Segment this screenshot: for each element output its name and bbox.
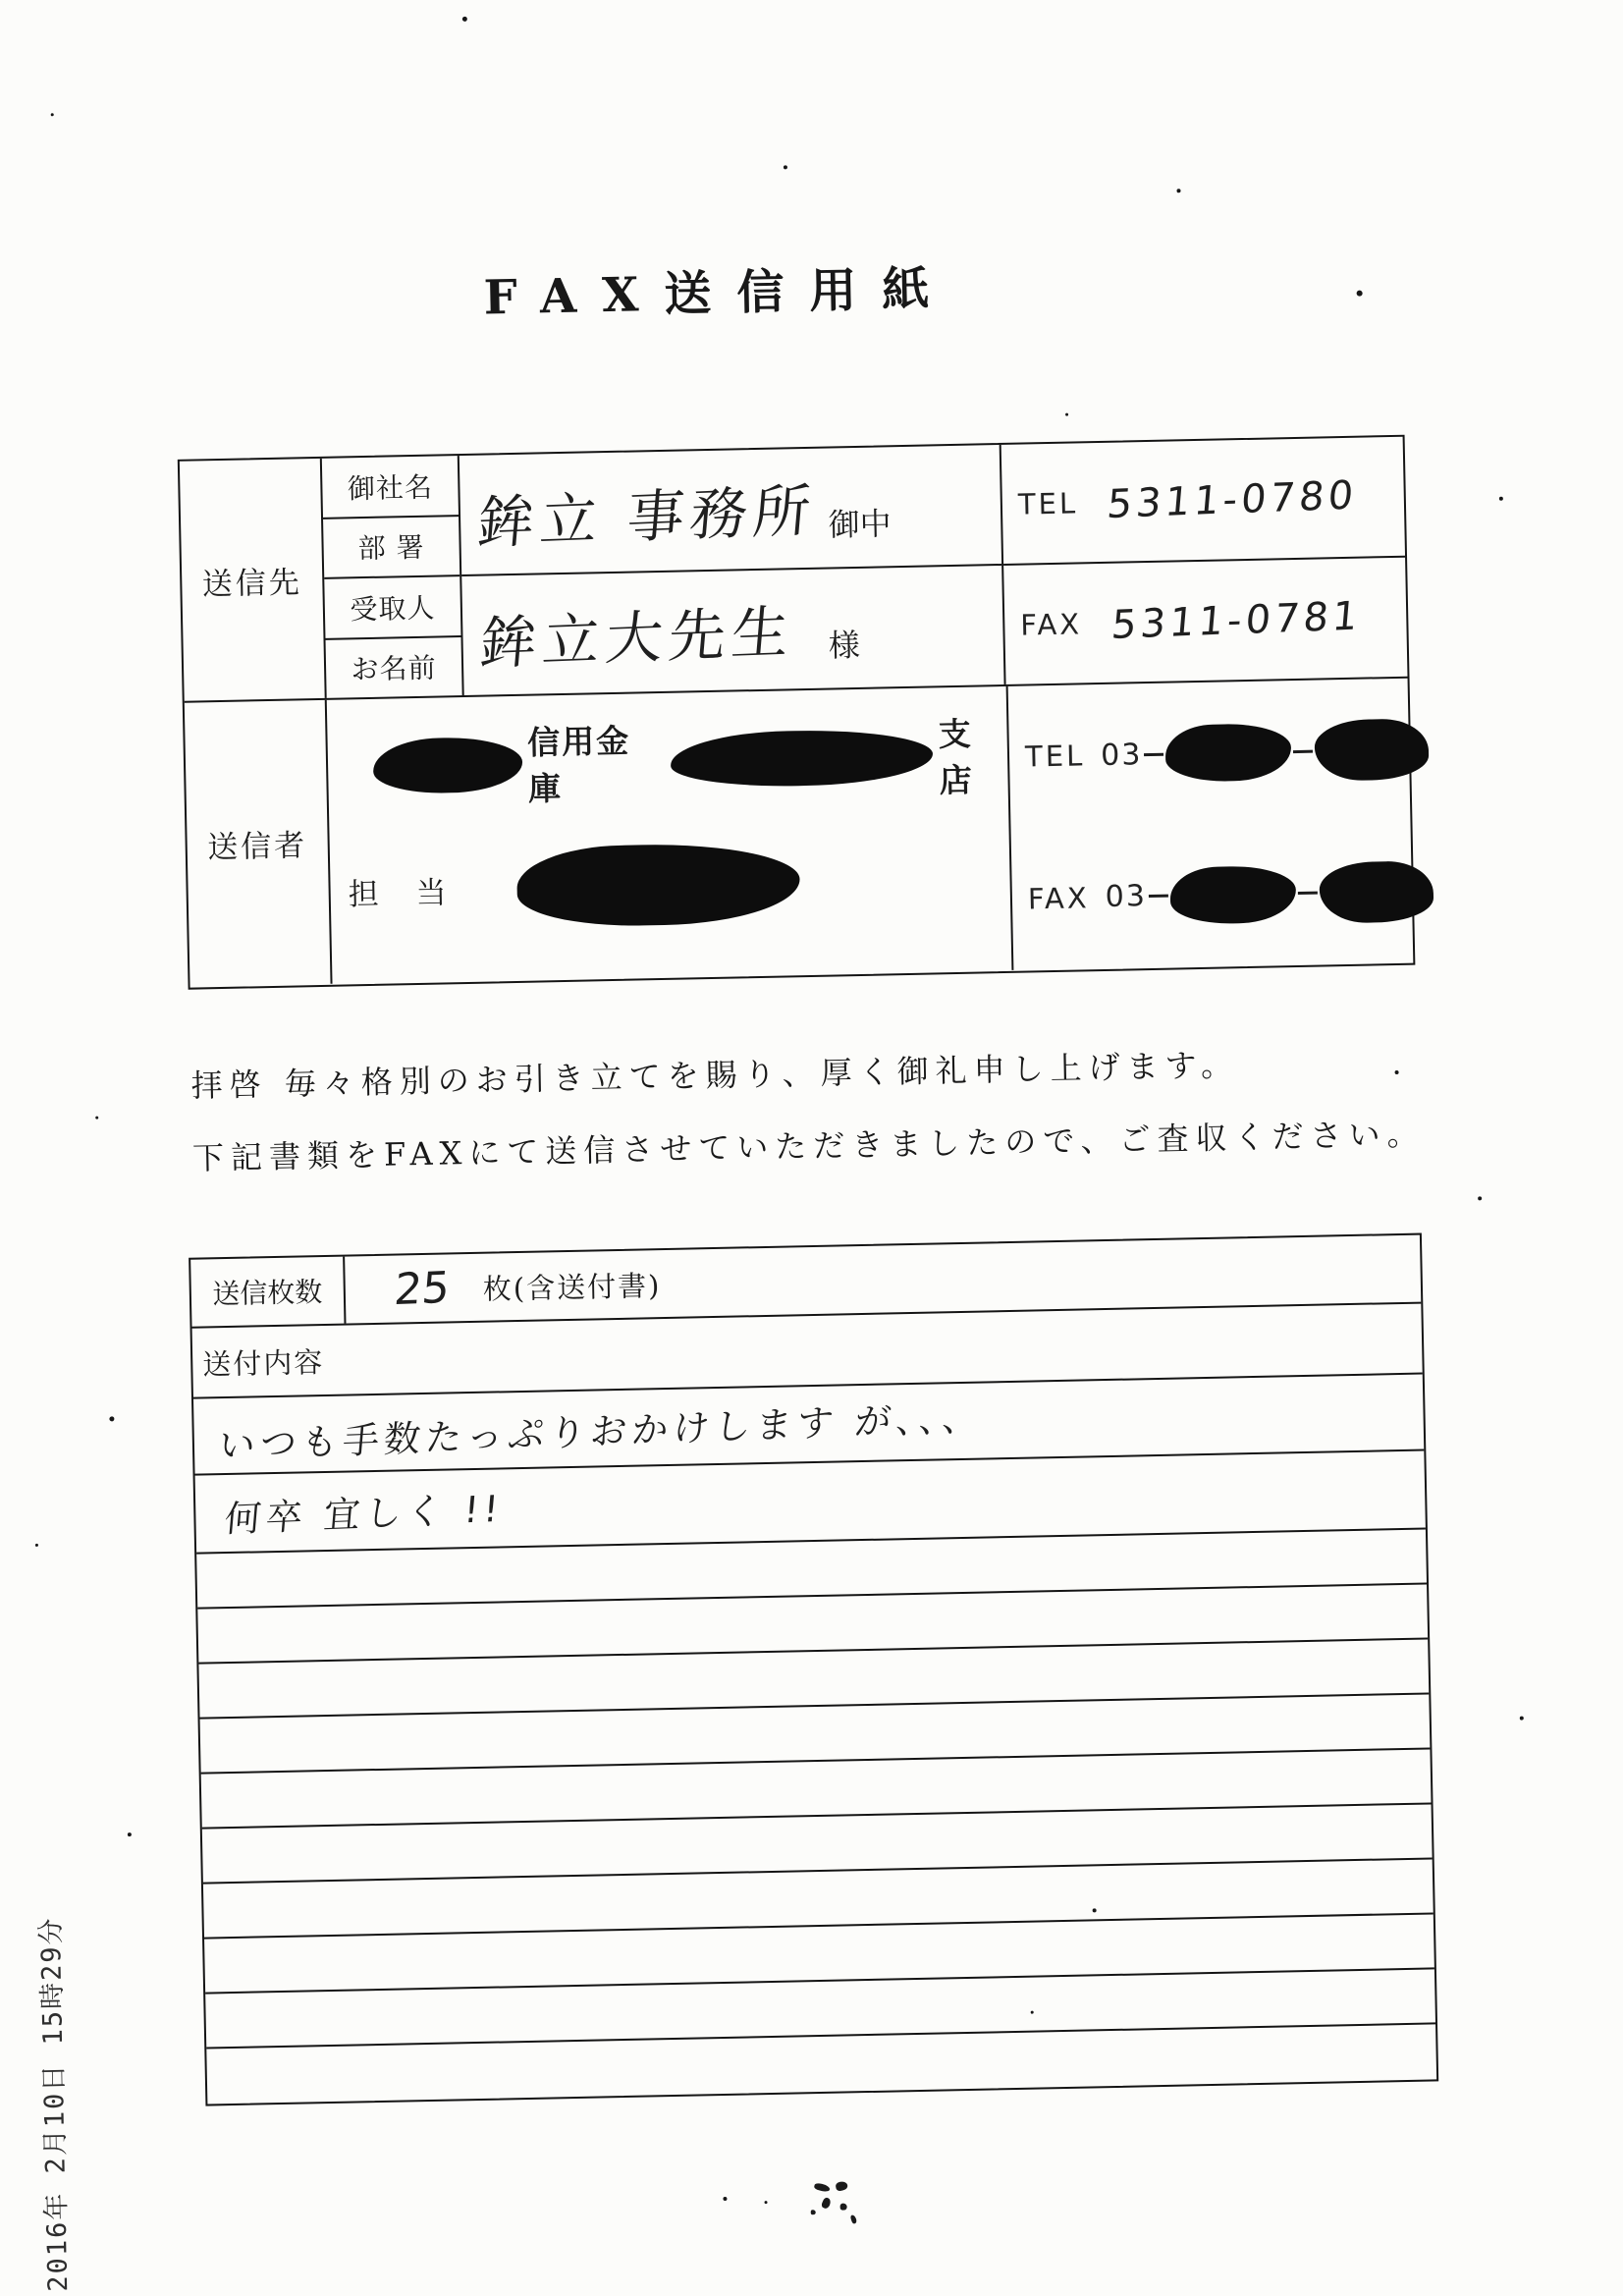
noise-dot [1065, 413, 1068, 416]
sender-branch-text: 支店 [938, 714, 975, 800]
sender-contact-line [348, 836, 1011, 934]
dash [1149, 895, 1168, 898]
noise-dot [784, 165, 787, 169]
noise-dot [95, 1117, 98, 1120]
recipient-section [180, 437, 1408, 703]
redaction-bar [671, 728, 934, 788]
recipient-phone-cells [1001, 437, 1408, 684]
noise-dot [462, 17, 467, 22]
sender-phone-cells [1008, 678, 1428, 969]
receiver-label: 受取人 [324, 576, 460, 639]
redaction-bar [373, 737, 523, 794]
company-name-label: 御社名 [322, 456, 459, 519]
noise-smudge [850, 2214, 858, 2224]
noise-dot [1478, 1196, 1482, 1200]
sender-section [185, 679, 1414, 987]
noise-dot [723, 2197, 727, 2201]
noise-dot [128, 1832, 132, 1836]
recipient-section-label: 送信先 [180, 459, 327, 701]
content-table [189, 1233, 1438, 2106]
redaction-bar [1169, 865, 1296, 925]
recipient-tel-label: TEL [1017, 485, 1079, 521]
redaction-bar [1319, 860, 1434, 923]
sender-fax-label: FAX [1027, 881, 1091, 916]
company-name-cell [460, 445, 1001, 576]
greeting-line2: 下記書類をFAXにて送信させていただきましたので、ご査収ください。 [191, 1115, 1426, 1177]
page-title: FAX送信用紙 [483, 260, 955, 326]
header-table [178, 435, 1416, 990]
noise-dot [765, 2201, 768, 2204]
noise-dot [1093, 1908, 1097, 1912]
greeting-line1: 拝啓 毎々格別のお引き立てを賜り、厚く御礼申し上げます。 [190, 1046, 1240, 1105]
department-label: 部 署 [323, 517, 460, 579]
greeting-paragraph [190, 1024, 1440, 1194]
dash [1144, 752, 1163, 755]
noise-dot [1176, 189, 1180, 192]
receiver-name-cell [461, 566, 1003, 695]
sender-fax-area-code: 03 [1105, 879, 1148, 915]
recipient-field-labels [322, 456, 464, 698]
noise-dot [1357, 291, 1363, 297]
name-label: お名前 [351, 651, 437, 686]
pages-count-label: 送信枚数 [190, 1257, 346, 1327]
contact-person-label: 担 当 [348, 874, 460, 912]
noise-dot [1031, 2011, 1034, 2014]
noise-smudge [814, 2182, 831, 2192]
pages-unit-text: 枚(含送付書) [482, 1268, 662, 1306]
company-honorific: 御中 [828, 505, 893, 544]
noise-smudge [840, 2203, 847, 2210]
recipient-fax-label: FAX [1020, 606, 1083, 642]
company-name-handwritten: 鉾立 事務所 [474, 476, 820, 557]
handwritten-message-2: 何卒 宜しく !! [222, 1487, 506, 1541]
receiver-honorific: 様 [828, 626, 861, 665]
sender-bank-text: 信用金庫 [526, 721, 631, 808]
dash [1293, 749, 1313, 752]
handwritten-message-1: いつも手数たっぷりおかけします が、、、 [216, 1395, 986, 1468]
recipient-tel-cell [1001, 437, 1405, 566]
dash [1298, 892, 1318, 895]
sender-tel-area-code: 03 [1100, 737, 1143, 773]
receiver-name-handwritten: 鉾立大先生 [476, 598, 798, 678]
content-label: 送付内容 [201, 1344, 325, 1381]
noise-dot [51, 113, 54, 116]
sender-section-label: 送信者 [185, 700, 333, 987]
pages-count-handwritten: 25 [392, 1262, 453, 1315]
recipient-tel-number: 5311-0780 [1105, 471, 1360, 527]
ruled-empty-rows [196, 1530, 1436, 2105]
noise-smudge [821, 2197, 833, 2210]
noise-dot [109, 1416, 114, 1421]
redaction-bar [1165, 723, 1292, 783]
noise-dot [1395, 1070, 1399, 1074]
sender-tel-label: TEL [1024, 738, 1086, 774]
noise-dot [1499, 497, 1503, 501]
sender-fax-line [1011, 820, 1428, 970]
noise-smudge [811, 2210, 816, 2214]
noise-dot [35, 1544, 38, 1547]
recipient-fax-cell [1003, 558, 1407, 684]
sender-values [327, 686, 1014, 984]
noise-dot [1520, 1717, 1524, 1721]
sender-tel-line [1008, 678, 1425, 828]
sender-organization-line [372, 714, 1007, 808]
redaction-bar [516, 842, 801, 928]
pages-count-value-cell [345, 1259, 662, 1315]
noise-smudge [835, 2181, 848, 2192]
redaction-bar [1315, 719, 1430, 782]
fax-timestamp: 2016年 2月10日 15時29分 [35, 1916, 75, 2292]
recipient-values [460, 445, 1006, 695]
recipient-fax-number: 5311-0781 [1109, 592, 1364, 648]
